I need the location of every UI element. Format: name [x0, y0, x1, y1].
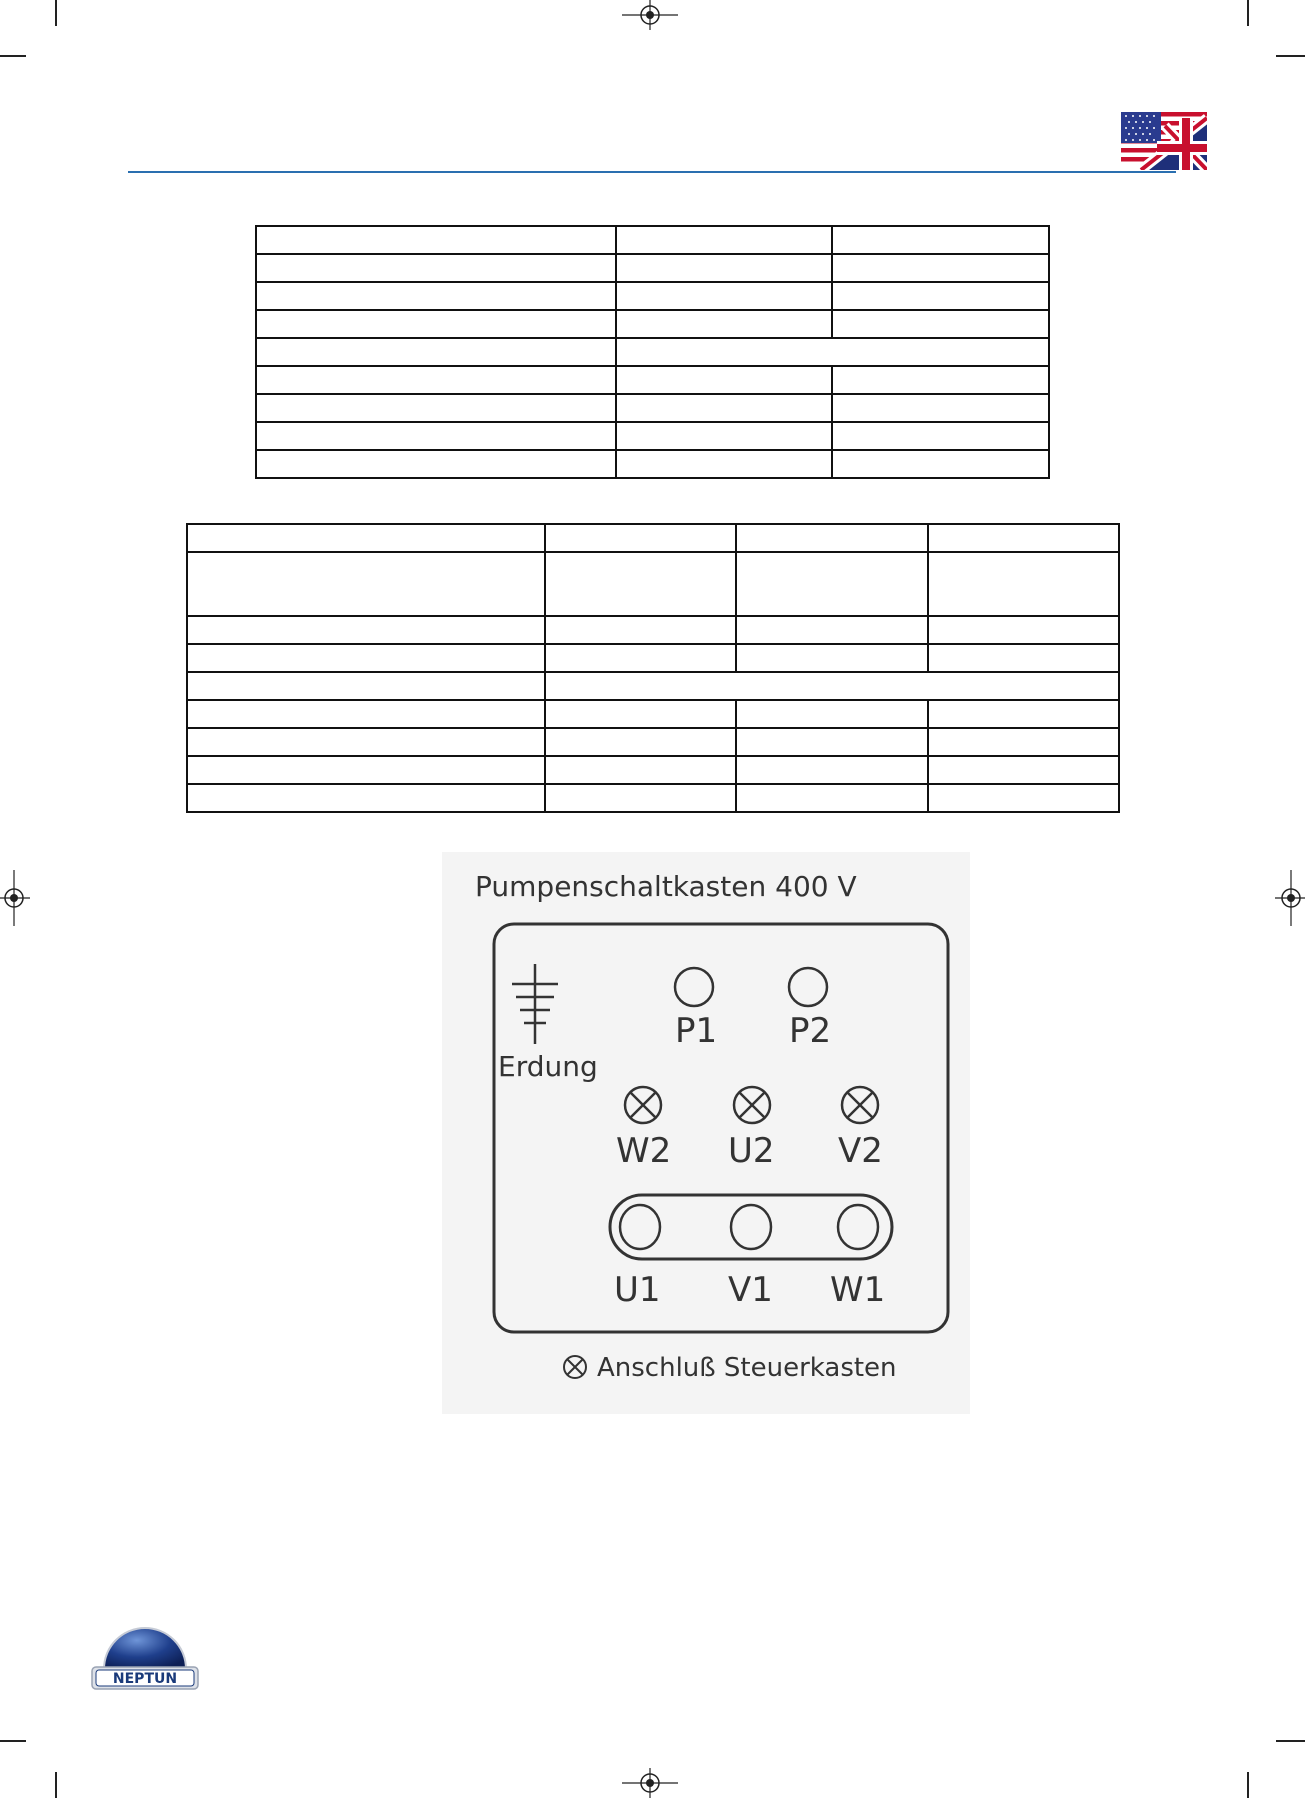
ground-icon — [512, 964, 558, 1044]
table-cell — [616, 366, 832, 394]
table-cell — [832, 226, 1049, 254]
header-rule — [128, 171, 1176, 173]
table-cell — [256, 366, 616, 394]
table-cell — [256, 422, 616, 450]
table-cell — [616, 254, 832, 282]
table-cell — [928, 756, 1119, 784]
table-cell — [736, 552, 928, 616]
terminal-label: V1 — [728, 1270, 773, 1310]
table-cell — [187, 644, 545, 672]
table-row — [256, 282, 1049, 310]
table-cell — [928, 644, 1119, 672]
terminal-label: W1 — [830, 1270, 886, 1310]
spec-table-2 — [186, 523, 1120, 813]
table-cell — [736, 784, 928, 812]
connection-x-icon — [625, 1087, 661, 1123]
crop-mark — [0, 55, 26, 57]
table-row — [256, 310, 1049, 338]
table-cell — [832, 394, 1049, 422]
table-row — [256, 254, 1049, 282]
table-row — [187, 644, 1119, 672]
table-cell — [928, 784, 1119, 812]
table-cell — [736, 756, 928, 784]
table-cell — [928, 728, 1119, 756]
diagram-legend: Anschluß Steuerkasten — [597, 1353, 897, 1383]
table-cell — [736, 700, 928, 728]
table-row — [187, 700, 1119, 728]
table-cell — [545, 728, 736, 756]
us-uk-flag-icon[interactable] — [1121, 112, 1207, 170]
table-cell — [928, 700, 1119, 728]
table-cell — [736, 728, 928, 756]
table-cell — [545, 644, 736, 672]
table-cell — [187, 524, 545, 552]
table-cell — [187, 552, 545, 616]
table-cell — [187, 756, 545, 784]
earth-label: Erdung — [498, 1050, 598, 1083]
table-cell — [616, 422, 832, 450]
table-cell — [616, 310, 832, 338]
table-cell — [928, 552, 1119, 616]
table-cell — [832, 282, 1049, 310]
terminal-circle-icon — [789, 968, 827, 1006]
table-row — [187, 756, 1119, 784]
neptun-logo — [90, 1609, 200, 1691]
table-cell — [187, 616, 545, 644]
table-cell — [187, 700, 545, 728]
crop-mark — [1276, 55, 1305, 57]
table-cell — [545, 756, 736, 784]
terminal-circle-icon — [620, 1205, 660, 1249]
table-cell — [187, 784, 545, 812]
table-cell — [545, 784, 736, 812]
table-row — [187, 672, 1119, 700]
table-cell-merged — [545, 672, 1119, 700]
table-cell — [545, 552, 736, 616]
table-row — [187, 784, 1119, 812]
table-row — [187, 728, 1119, 756]
table-cell — [832, 310, 1049, 338]
crop-mark — [0, 1740, 26, 1742]
terminal-circle-icon — [675, 968, 713, 1006]
connection-x-icon — [842, 1087, 878, 1123]
crop-mark — [1247, 0, 1249, 26]
registration-mark-icon — [622, 1768, 678, 1798]
registration-mark-icon — [0, 870, 30, 926]
table-row — [187, 552, 1119, 616]
table-cell — [616, 450, 832, 478]
table-cell — [736, 524, 928, 552]
table-cell — [187, 728, 545, 756]
table-cell — [256, 226, 616, 254]
terminal-label: U1 — [614, 1270, 661, 1310]
table-cell — [256, 450, 616, 478]
table-cell — [545, 524, 736, 552]
svg-text:NEPTUN: NEPTUN — [112, 1671, 178, 1687]
table-cell — [616, 282, 832, 310]
table-row — [187, 616, 1119, 644]
registration-mark-icon — [622, 0, 678, 30]
table-row — [256, 226, 1049, 254]
table-row — [256, 422, 1049, 450]
registration-mark-icon — [1275, 870, 1305, 926]
terminal-label: P1 — [675, 1011, 718, 1051]
crop-mark — [55, 1772, 57, 1798]
table-cell — [832, 366, 1049, 394]
connection-x-icon — [564, 1356, 586, 1378]
table-cell — [736, 644, 928, 672]
table-row — [187, 524, 1119, 552]
table-row — [256, 366, 1049, 394]
table-cell — [256, 254, 616, 282]
table-cell — [256, 282, 616, 310]
table-cell — [256, 338, 616, 366]
crop-mark — [1276, 1740, 1305, 1742]
table-cell — [256, 310, 616, 338]
table-row — [256, 450, 1049, 478]
table-cell — [187, 672, 545, 700]
terminal-label: W2 — [616, 1131, 672, 1171]
table-cell — [616, 394, 832, 422]
table-row — [256, 338, 1049, 366]
table-cell — [545, 616, 736, 644]
table-cell — [545, 700, 736, 728]
terminal-circle-icon — [731, 1205, 771, 1249]
wiring-diagram — [442, 852, 970, 1414]
table-cell — [832, 422, 1049, 450]
table-cell — [928, 524, 1119, 552]
crop-mark — [55, 0, 57, 26]
table-cell — [832, 450, 1049, 478]
terminal-circle-icon — [838, 1205, 878, 1249]
terminal-label: V2 — [838, 1131, 883, 1171]
table-cell — [832, 254, 1049, 282]
table-cell — [928, 616, 1119, 644]
table-cell — [616, 226, 832, 254]
terminal-label: U2 — [728, 1131, 775, 1171]
diagram-title: Pumpenschaltkasten 400 V — [475, 870, 857, 903]
connection-x-icon — [734, 1087, 770, 1123]
table-row — [256, 394, 1049, 422]
table-cell — [256, 394, 616, 422]
crop-mark — [1247, 1772, 1249, 1798]
table-cell-merged — [616, 338, 1049, 366]
table-cell — [736, 616, 928, 644]
terminal-label: P2 — [789, 1011, 832, 1051]
spec-table-1 — [255, 225, 1050, 479]
